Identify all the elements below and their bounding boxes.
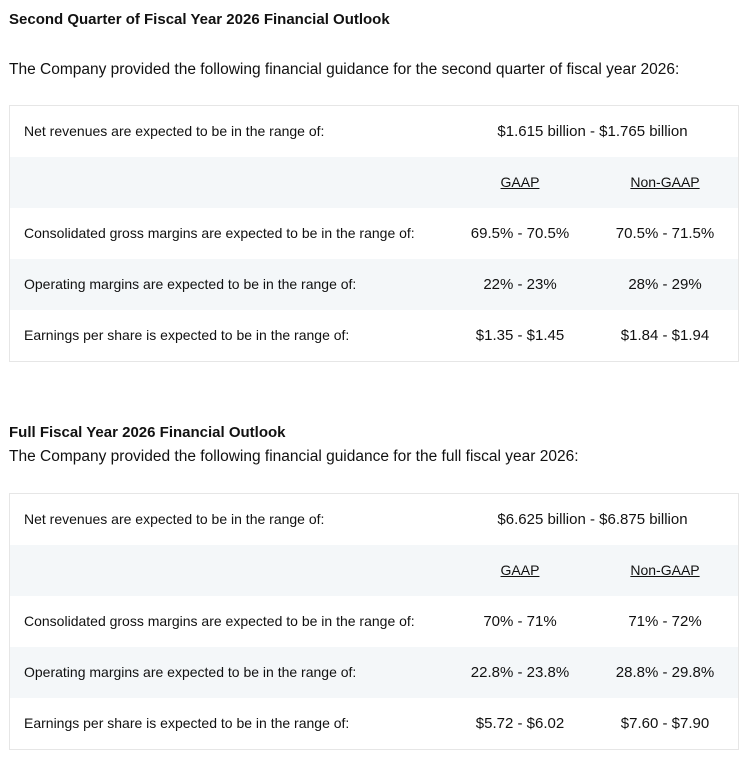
fy-guidance-table — [9, 493, 739, 750]
gaap-value: 69.5% - 70.5% — [470, 225, 570, 242]
nongaap-value: $7.60 - $7.90 — [620, 715, 710, 732]
gaap-value: 22% - 23% — [483, 276, 557, 293]
net-revenues-value: $6.625 billion - $6.875 billion — [497, 511, 688, 528]
table-row — [10, 208, 738, 259]
table-row — [10, 494, 738, 545]
row-label: Consolidated gross margins are expected to be in the range of: — [24, 613, 415, 629]
table-row — [10, 259, 738, 310]
gaap-value: 70% - 71% — [483, 613, 557, 630]
gaap-header: GAAP — [500, 562, 540, 578]
row-label: Operating margins are expected to be in the range of: — [24, 276, 357, 292]
nongaap-header: Non-GAAP — [630, 174, 700, 190]
row-label: Earnings per share is expected to be in the range of: — [24, 715, 350, 731]
q2-guidance-table — [9, 105, 739, 362]
table-header-row — [10, 545, 738, 596]
gaap-value: $1.35 - $1.45 — [475, 327, 565, 344]
table-row — [10, 647, 738, 698]
net-revenues-label: Net revenues are expected to be in the range of: — [24, 123, 325, 139]
table-row — [10, 596, 738, 647]
nongaap-value: 71% - 72% — [628, 613, 702, 630]
nongaap-value: 28.8% - 29.8% — [615, 664, 715, 681]
table-row — [10, 106, 738, 157]
q2-heading: Second Quarter of Fiscal Year 2026 Financial Outlook — [9, 11, 390, 28]
net-revenues-label: Net revenues are expected to be in the range of: — [24, 511, 325, 527]
gaap-header: GAAP — [500, 174, 540, 190]
row-label: Operating margins are expected to be in the range of: — [24, 664, 357, 680]
net-revenues-value: $1.615 billion - $1.765 billion — [497, 123, 688, 140]
gaap-value: $5.72 - $6.02 — [475, 715, 565, 732]
fy-heading: Full Fiscal Year 2026 Financial Outlook — [9, 424, 286, 441]
table-header-row — [10, 157, 738, 208]
row-label: Consolidated gross margins are expected to be in the range of: — [24, 225, 415, 241]
nongaap-value: 28% - 29% — [628, 276, 702, 293]
nongaap-value: $1.84 - $1.94 — [620, 327, 710, 344]
table-row — [10, 698, 738, 749]
row-label: Earnings per share is expected to be in the range of: — [24, 327, 350, 343]
nongaap-value: 70.5% - 71.5% — [615, 225, 715, 242]
table-row — [10, 310, 738, 361]
gaap-value: 22.8% - 23.8% — [470, 664, 570, 681]
fy-intro: The Company provided the following financial guidance for the full fiscal year 2026: — [9, 448, 579, 465]
nongaap-header: Non-GAAP — [630, 562, 700, 578]
q2-intro: The Company provided the following financial guidance for the second quarter of fiscal year 2026: — [9, 61, 680, 78]
